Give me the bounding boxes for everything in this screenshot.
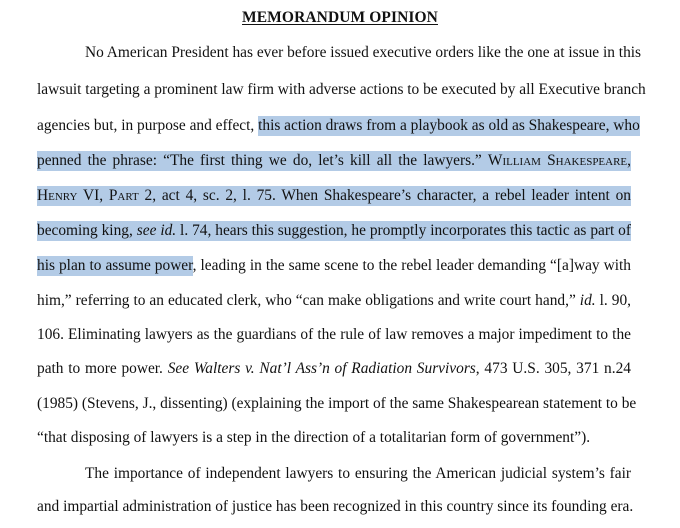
highlighted-text: Henry VI, Part 2, [37, 187, 157, 204]
highlighted-text: becoming king, [37, 222, 137, 239]
text-line-7 [37, 256, 631, 276]
text-line-10 [37, 359, 631, 379]
text-line-4 [37, 151, 631, 171]
text-line-11 [37, 394, 637, 414]
text-segment: lawsuit targeting a prominent law firm with adverse actions to be executed by all Executive branch [37, 81, 646, 98]
highlighted-text: rebel leader intent on [494, 187, 632, 204]
text-segment: No American President has ever before issued executive orders like the one at issue in this [85, 44, 642, 61]
text-segment: him,” referring to an educated clerk, who “can make obligations and write court hand,” [37, 292, 580, 309]
text-segment: id. [579, 292, 596, 309]
text-line-14 [37, 497, 634, 517]
highlighted-text: William Shakespeare, [487, 152, 632, 169]
text-segment: agencies but, in purpose and effect, [37, 117, 259, 134]
document-title: MEMORANDUM OPINION [242, 9, 438, 26]
text-segment: “that disposing of lawyers is a step in the direction of a totalitarian form of government”). [37, 429, 591, 446]
text-segment: See Walters v. Nat’l Ass’n of Radiation Survivors [167, 360, 476, 377]
highlighted-text: Shakespeare’s character, a [323, 187, 495, 204]
text-segment: , leading in the same scene to the rebel leader demanding “[a]way with [192, 257, 631, 274]
text-segment: , 473 U.S. 305, 371 n.24 [475, 360, 631, 377]
text-segment: (1985) (Stevens, J., dissenting) (explaining the import of the same Shakespearean statement to be [37, 395, 637, 412]
text-line-1 [85, 43, 642, 63]
text-segment: and impartial administration of justice has been recognized in this country since its founding era. [37, 498, 634, 515]
highlighted-text: this action draws from a playbook as old as Shakespeare, who [258, 117, 640, 134]
text-line-3 [37, 116, 640, 136]
highlighted-text: l. 74, hears this suggestion, he promptly incorporates this tactic as part of [176, 222, 631, 239]
highlighted-text: see id. [136, 222, 177, 239]
text-line-12 [37, 428, 590, 448]
highlighted-text: penned the phrase: “The first thing we do, let’s kill all the lawyers.” [37, 152, 488, 169]
text-line-8 [37, 291, 631, 311]
text-line-9 [37, 325, 631, 345]
highlighted-text: act 4, sc. 2, l. 75. When [156, 187, 324, 204]
text-segment: 106. Eliminating lawyers as the guardians of the rule of law removes a major impediment to the [37, 326, 631, 343]
text-segment: l. 90, [595, 292, 631, 309]
text-segment: path to more power. [37, 360, 168, 377]
text-segment: The importance of independent lawyers to ensuring the American judicial system’s fair [85, 465, 631, 482]
highlighted-text: his plan to assume power [37, 257, 193, 274]
text-line-2 [37, 80, 646, 100]
text-line-6 [37, 221, 631, 241]
text-line-13 [85, 464, 631, 484]
text-line-5 [37, 186, 631, 206]
